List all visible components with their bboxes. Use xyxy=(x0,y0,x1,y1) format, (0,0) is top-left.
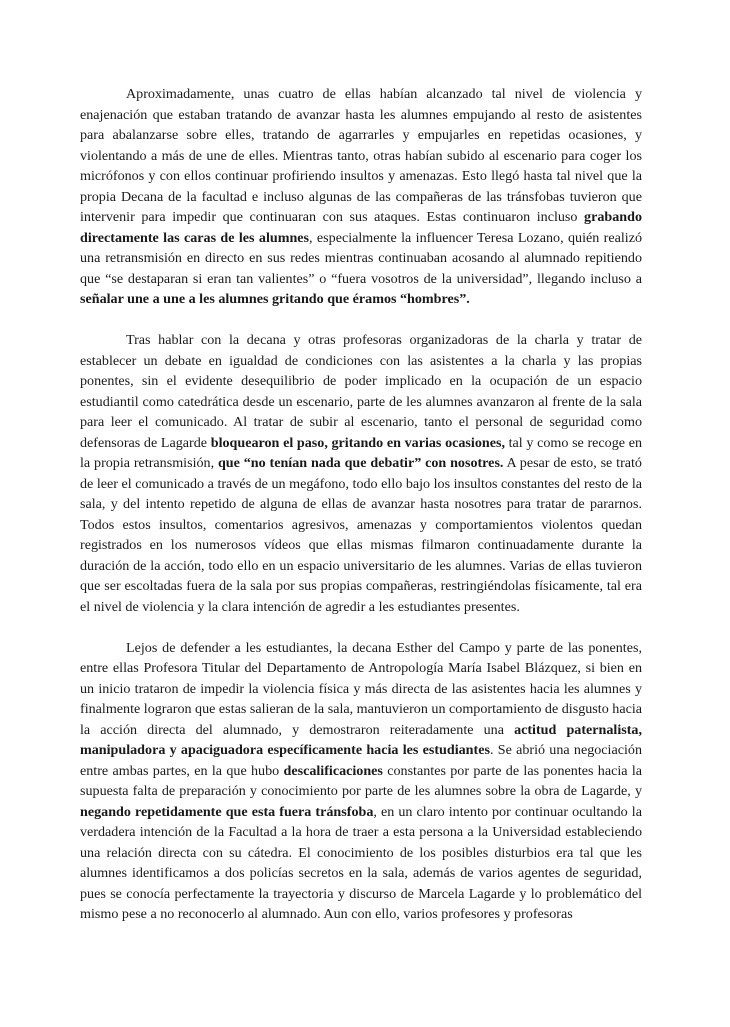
bold-emphasis: actitud paternalista, manipuladora y apaciguadora específicamente hacia les estudiantes xyxy=(80,721,642,758)
paragraph-text: Tras hablar con la decana y otras profesoras organizadoras de la charla y tratar de establecer un debate en igualdad de condiciones con las asistentes a la charla y las propias ponentes, sin el evidente desequilibrio de poder implicado en la ocupación de un espacio estudiantil como catedrática desde un escenario, parte de les alumnes avanzaron al frente de la sala para leer el comunicado. Al tratar de subir al escenario, tanto el personal de seguridad como defensoras de Lagarde xyxy=(80,332,642,451)
bold-emphasis: negando repetidamente que esta fuera tránsfoba xyxy=(80,803,374,820)
bold-emphasis: grabando directamente las caras de les alumnes xyxy=(80,209,642,246)
paragraph-3 xyxy=(80,638,642,925)
bold-emphasis: descalificaciones xyxy=(283,762,383,779)
paragraph-2 xyxy=(80,330,642,617)
paragraph-text: tal y como se recoge en la propia retransmisión, xyxy=(80,434,642,471)
paragraph-gap xyxy=(80,310,642,331)
paragraph-text: Aproximadamente, unas cuatro de ellas habían alcanzado tal nivel de violencia y enajenación que estaban tratando de avanzar hasta les alumnes empujando al resto de asistentes para abalanzarse sobre elles, tratando de agarrarles y empujarles en repetidas ocasiones, y violentando a más de une de elles. Mientras tanto, otras habían subido al escenario para coger los micrófonos y con ellos continuar profiriendo insultos y amenazas. Esto llegó hasta tal nivel que la propia Decana de la facultad e incluso algunas de las compañeras de las tránsfobas tuvieron que intervenir para impedir que continuaran con sus ataques. Estas continuaron incluso xyxy=(80,86,642,225)
paragraph-text: Lejos de defender a les estudiantes, la decana Esther del Campo y parte de las ponentes, entre ellas Profesora Titular del Departamento de Antropología María Isabel Blázquez, si bien en un inicio trataron de impedir la violencia física y más directa de las asistentes hacia les alumnes y finalmente lograron que estas salieran de la sala, mantuvieron un comportamiento de disgusto hacia la acción directa del alumnado, y demostraron reiteradamente una xyxy=(80,639,643,738)
bold-emphasis: señalar une a une a les alumnes gritando que éramos “hombres”. xyxy=(80,291,470,307)
bold-emphasis: que “no tenían nada que debatir” con nosotres. xyxy=(217,455,504,471)
paragraph-text: constantes por parte de las ponentes hacia la supuesta falta de preparación y conocimiento por parte de les alumnes sobre la obra de Lagarde, y xyxy=(80,762,642,799)
bold-emphasis: bloquearon el paso, gritando en varias ocasiones, xyxy=(210,434,505,451)
paragraph-text: . Se abrió una negociación entre ambas partes, en la que hubo xyxy=(80,742,642,779)
paragraph-text: , en un claro intento por continuar ocultando la verdadera intención de la Facultad a la hora de traer a esta persona a la Universidad estableciendo una relación directa con su cátedra. El conocimiento de los posibles disturbios era tal que les alumnes identificamos a dos policías secretos en la sala, además de varios agentes de seguridad, pues se conocía perfectamente la trayectoria y discurso de Marcela Lagarde y lo problemático del mismo pese a no reconocerlo al alumnado. Aun con ello, varios profesores y profesoras xyxy=(80,803,642,922)
paragraph-text: , especialmente la influencer Teresa Lozano, quién realizó una retransmisión en directo en sus redes mientras continuaban acosando al alumnado repitiendo que “se destaparan si eran tan valientes” o “fuera vosotros de la universidad”, llegando incluso a xyxy=(80,229,642,287)
paragraph-text: A pesar de esto, se trató de leer el comunicado a través de un megáfono, todo ello bajo los insultos constantes del resto de la sala, y del intento repetido de alguna de ellas de avanzar hasta nosotres para tratar de pararnos. Todos estos insultos, comentarios agresivos, amenazas y comportamientos violentos quedan registrados en los numerosos vídeos que ellas mismas filmaron continuadamente durante la duración de la acción, todo ello en un espacio universitario de les alumnes. Varias de ellas tuvieron que ser escoltadas fuera de la sala por sus propias compañeras, restringiéndolas físicamente, tal era el nivel de violencia y la clara intención de agredir a les estudiantes presentes. xyxy=(80,455,642,615)
paragraph-1 xyxy=(80,84,642,310)
paragraph-gap xyxy=(80,617,642,638)
document-page xyxy=(80,84,642,925)
